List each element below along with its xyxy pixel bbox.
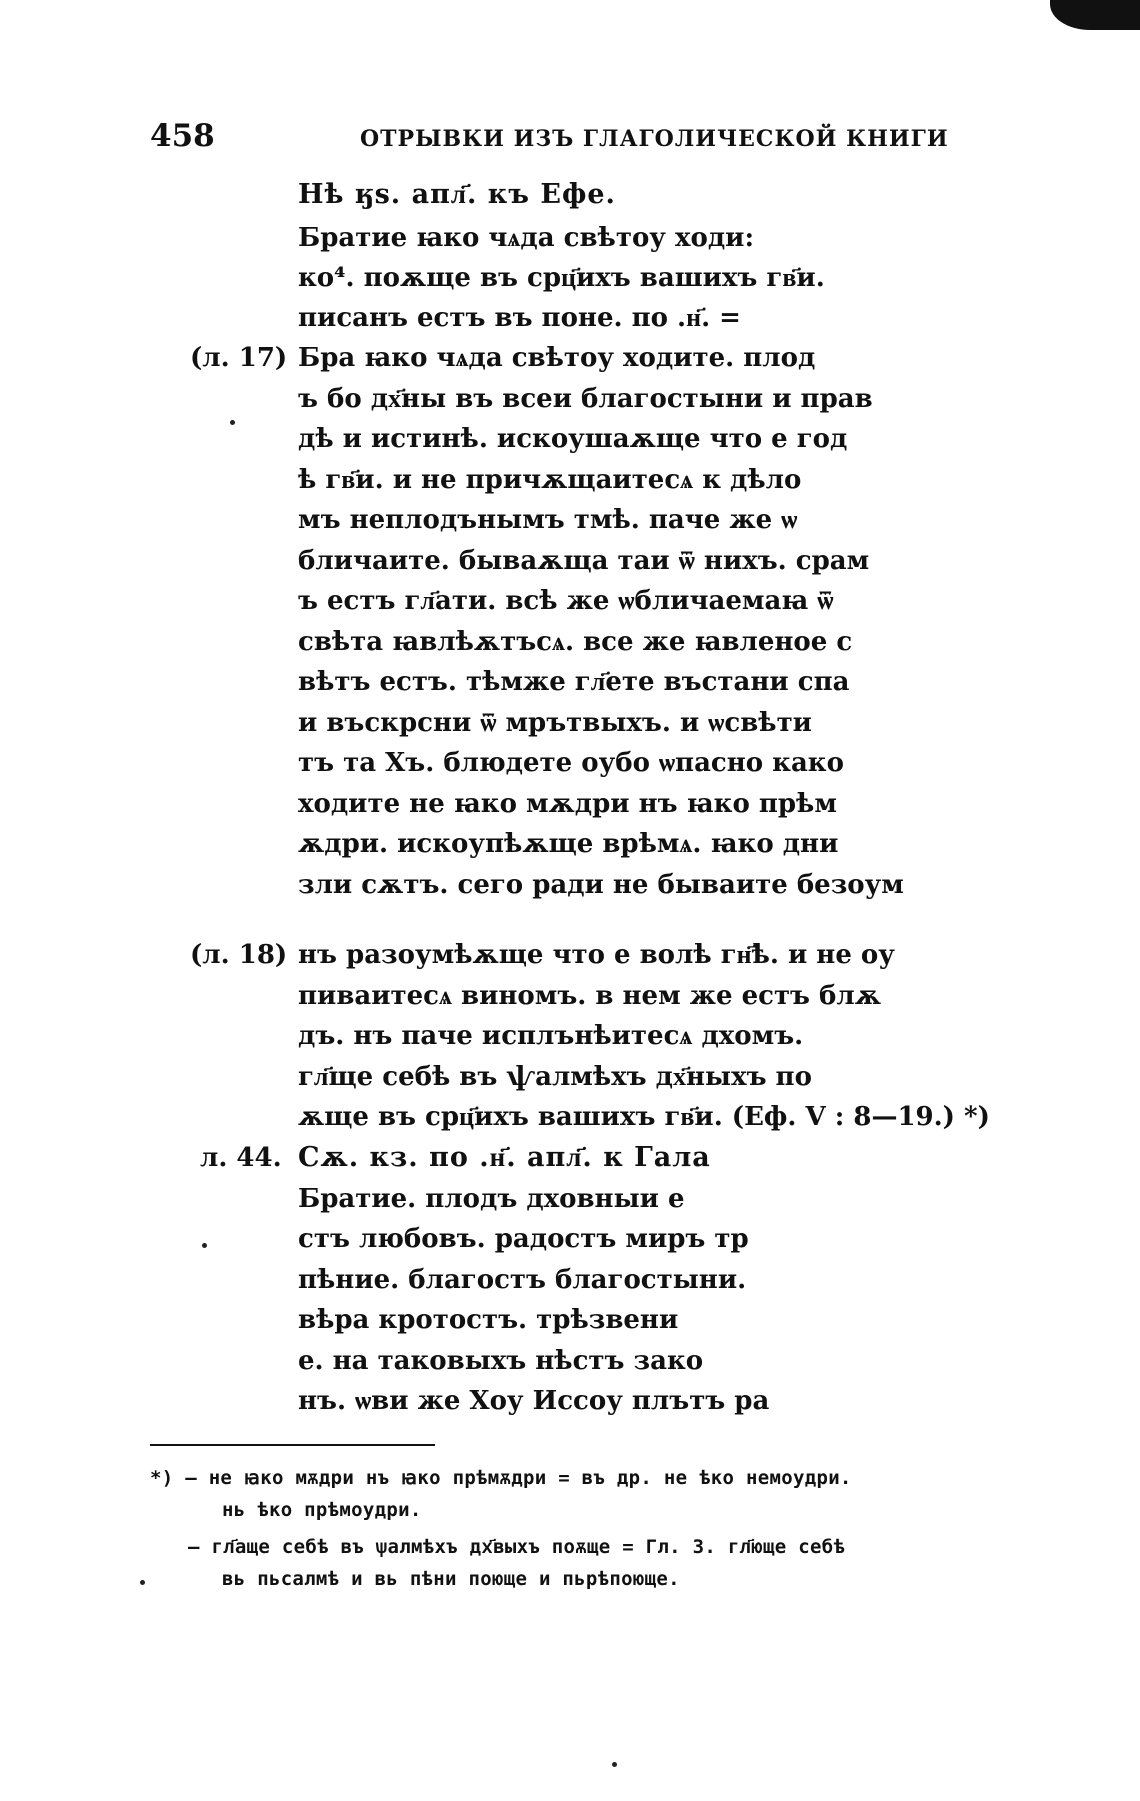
text-line: бличаите. бываѫща таи ѿ нихъ. срам (298, 546, 870, 576)
text-line: стъ любовъ. радостъ миръ тр (298, 1224, 749, 1254)
footnote-line: вь пьсалмѣ и вь пѣни поюще и пьрѣпоюще. (222, 1568, 680, 1590)
text-line: нъ разоумѣѫще что е волѣ гн҃ѣ. и не оу (298, 940, 895, 970)
text-line: ъ естъ гл҃ати. всѣ же ѡбличаемаꙗ ѿ (298, 586, 834, 616)
text-line: зли сѫтъ. сего ради не бываите безоум (298, 870, 904, 900)
margin-note-leaf-17: (л. 17) (190, 343, 288, 373)
scan-speck (140, 1580, 145, 1585)
scan-speck (202, 1243, 207, 1248)
text-line: е. на таковыхъ нѣстъ зако (298, 1346, 704, 1376)
text-line: свѣта ꙗвлѣѫтъсѧ. все же ꙗвленое с (298, 627, 853, 657)
text-line: гл҃ще себѣ въ ѱалмѣхъ дх҃ныхъ по (298, 1062, 812, 1092)
text-line: Бра ꙗко чѧда свѣтоу ходите. плод (298, 343, 816, 373)
section-heading-galatians: Сѫ. кз. по .н҃. апл҃. к Гала (298, 1142, 711, 1173)
text-line: мъ неплодънымъ тмѣ. паче же ѡ (298, 505, 798, 535)
section-heading-ephesians: Нѣ ӄѕ. апл҃. къ Ефе. (298, 179, 616, 210)
running-title: ОТРЫВКИ ИЗЪ ГЛАГОЛИЧЕСКОЙ КНИГИ (360, 126, 949, 152)
text-line: вѣра кротостъ. трѣзвени (298, 1305, 679, 1335)
footnote-line: — гл҃аще себѣ въ ѱалмѣхъ дх҃выхъ поѫще = Гл. З. гл҃юще себѣ (188, 1536, 846, 1558)
text-line: дъ. нъ паче исплънѣитесѧ дхомъ. (298, 1021, 804, 1051)
footnote-line: нь ѣко прѣмоудри. (222, 1499, 422, 1521)
text-line: Братие ꙗко чѧда свѣтоу ходи: (298, 223, 755, 253)
text-line: тъ та Хъ. блюдете оубо ѡпасно како (298, 748, 844, 778)
text-line: писанъ естъ въ поне. по .н҃. = (298, 303, 741, 333)
text-line: Братие. плодъ дховныи е (298, 1184, 685, 1214)
text-line: пиваитесѧ виномъ. в нем же естъ блѫ (298, 981, 881, 1011)
footnote-divider (150, 1444, 435, 1446)
text-line: ѣ гв҃и. и не причѫщаитесѧ к дѣло (298, 465, 802, 495)
text-line: ко⁴. поѫще въ срц҃ихъ вашихъ гв҃и. (298, 263, 825, 293)
scan-speck (230, 420, 235, 425)
scan-speck (612, 1762, 617, 1767)
footnote-line: *) — не ꙗко мѫдри нъ ꙗко прѣмѫдри = въ др. не ѣко немоудри. (150, 1467, 852, 1489)
margin-note-leaf-44: л. 44. (200, 1143, 282, 1173)
text-line: и въскрсни ѿ мрътвыхъ. и ѡсвѣти (298, 708, 812, 738)
margin-note-leaf-18: (л. 18) (190, 940, 288, 970)
text-line: нъ. ѡви же Хоу Иссоу плътъ ра (298, 1386, 770, 1416)
scan-artifact (1050, 0, 1140, 30)
text-line: ѫще въ срц҃ихъ вашихъ гв҃и. (Еф. V : 8—19.) *) (298, 1102, 990, 1132)
text-line: ѫдри. искоупѣѫще врѣмѧ. ꙗко дни (298, 829, 839, 859)
text-line: дѣ и истинѣ. искоушаѫще что е год (298, 424, 848, 454)
text-line: вѣтъ естъ. тѣмже гл҃ете въстани спа (298, 667, 850, 697)
page-header (0, 118, 1140, 158)
text-line: ъ бо дх҃ны въ всеи благостыни и прав (298, 384, 873, 414)
text-line: ходите не ꙗко мѫдри нъ ꙗко прѣм (298, 789, 837, 819)
page-number: 458 (150, 118, 215, 154)
text-line: пѣние. благостъ благостыни. (298, 1265, 747, 1295)
